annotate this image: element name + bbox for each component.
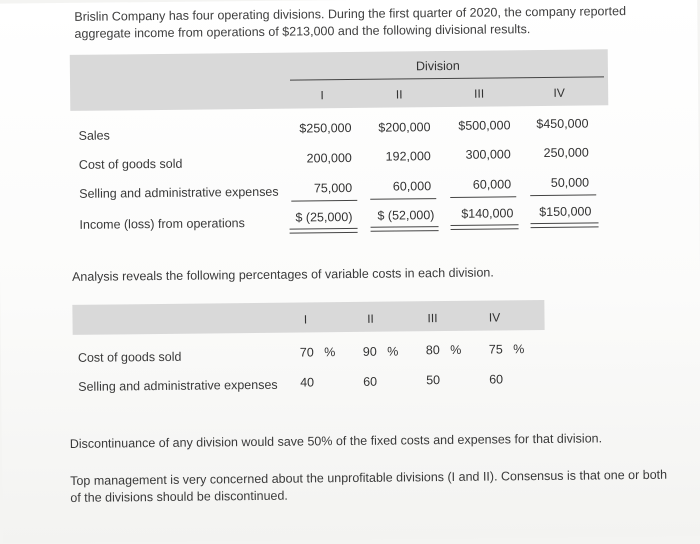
table1-col-iv: IV (553, 85, 565, 100)
cell-cogs-i: 200,000 (306, 150, 352, 166)
table1-col-i: I (320, 88, 324, 103)
pct-row-label-cogs: Cost of goods sold (77, 349, 182, 365)
cell-sa-i: 75,000 (313, 180, 353, 196)
double-underline-iii (451, 224, 519, 230)
pct-cogs-ii: 90 % (362, 344, 399, 359)
underline-i (291, 200, 357, 202)
table1-col-ii: II (395, 87, 403, 102)
pct-row-label-sa: Selling and administrative expenses (78, 377, 278, 394)
row-label-sa: Selling and administrative expenses (79, 184, 279, 201)
cell-cogs-iv: 250,000 (543, 145, 589, 160)
cell-income-i: $ (25,000) (295, 209, 353, 225)
double-underline-iv (531, 222, 599, 228)
underline-iv (530, 194, 596, 196)
cell-sa-iii: 60,000 (472, 177, 512, 192)
pct-cogs-iv: 75 % (488, 342, 525, 357)
table2-col-iv: IV (488, 310, 501, 325)
pct-cogs-iii: 80 % (425, 342, 462, 358)
pct-sa-i: 40 (300, 375, 315, 390)
cell-cogs-ii: 192,000 (385, 149, 431, 164)
cell-sales-i: $250,000 (299, 120, 352, 136)
cell-income-ii: $ (52,000) (377, 208, 435, 223)
analysis-text: Analysis reveals the following percentages of variable costs in each division. (71, 265, 494, 284)
table2-col-i: I (303, 312, 308, 327)
row-label-income: Income (loss) from operations (79, 216, 245, 232)
cell-sales-ii: $200,000 (378, 120, 431, 135)
discontinuance-note: Discontinuance of any division would save 50% of the fixed costs and expenses for that division. (69, 431, 603, 451)
table2-col-iii: III (427, 311, 438, 326)
pct-sa-iv: 60 (489, 372, 504, 387)
table1-col-iii: III (474, 86, 485, 101)
underline-iii (450, 196, 516, 198)
cell-income-iv: $150,000 (539, 204, 592, 220)
table2-col-ii: II (367, 311, 374, 326)
pct-sa-iii: 50 (426, 373, 441, 388)
cell-income-iii: $140,000 (461, 206, 514, 221)
cell-sales-iv: $450,000 (536, 116, 589, 132)
row-label-sales: Sales (78, 128, 110, 143)
double-underline-ii (371, 226, 439, 232)
underline-ii (370, 198, 436, 200)
cell-sales-iii: $500,000 (458, 118, 511, 133)
double-underline-i (290, 228, 358, 234)
pct-sa-ii: 60 (363, 374, 378, 389)
management-note: Top management is very concerned about the unprofitable divisions (I and II). Consensus is that one or both of the divisions should be discontinued. (70, 467, 668, 505)
cell-cogs-iii: 300,000 (465, 147, 511, 162)
row-label-cogs: Cost of goods sold (78, 156, 183, 172)
division-heading: Division (415, 58, 460, 74)
cell-sa-iv: 50,000 (550, 175, 590, 190)
pct-cogs-i: 70 % (299, 345, 336, 360)
intro-paragraph: Brislin Company has four operating divisions. During the first quarter of 2020, the company reported aggregate income from operations of $213,000 and the following divisional results. (74, 4, 627, 41)
cell-sa-ii: 60,000 (392, 179, 432, 194)
